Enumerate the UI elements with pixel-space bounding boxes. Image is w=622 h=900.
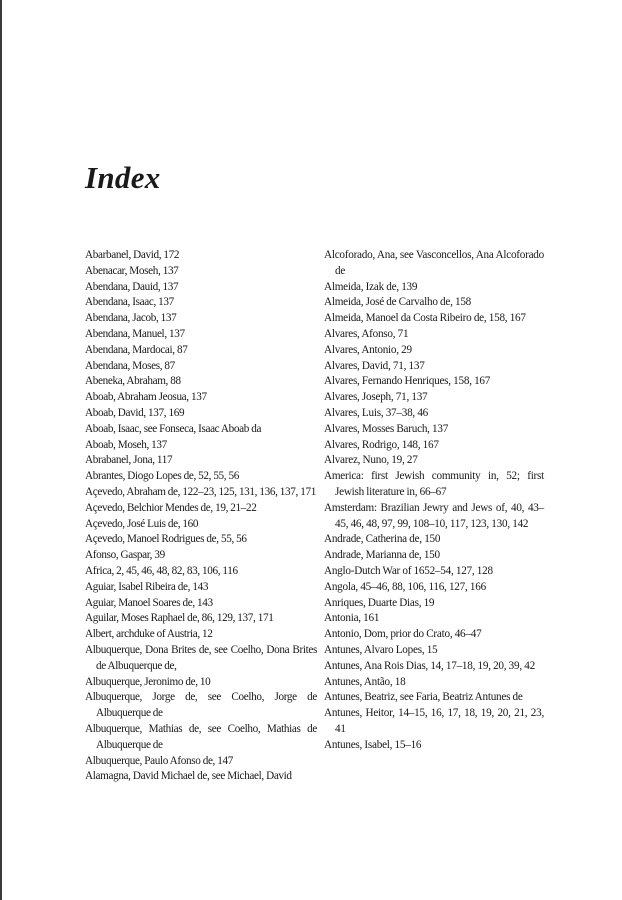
index-entry: Alvares, David, 71, 137 bbox=[324, 359, 425, 372]
index-entry: Aguilar, Moses Raphael de, 86, 129, 137, 171 bbox=[85, 612, 274, 625]
index-entry: Antunes, Alvaro Lopes, 15 bbox=[324, 643, 438, 656]
index-entry: Amsterdam: Brazilian Jewry and Jews of, 40, 43–45, 46, 48, 97, 99, 108–10, 117, 123, 130, 142 bbox=[324, 501, 544, 530]
index-entry: Albuquerque, Mathias de, see Coelho, Mathias de Albuquerque de bbox=[85, 722, 317, 751]
index-entry: Almeida, Izak de, 139 bbox=[324, 280, 418, 293]
index-entry: Anriques, Duarte Dias, 19 bbox=[324, 596, 435, 609]
index-entry: Abendana, Jacob, 137 bbox=[85, 312, 177, 325]
index-entry: Andrade, Catherina de, 150 bbox=[324, 533, 441, 546]
index-entry: Açevedo, Abraham de, 122–23, 125, 131, 136, 137, 171 bbox=[85, 485, 316, 498]
index-entry: Albuquerque, Paulo Afonso de, 147 bbox=[85, 754, 233, 767]
index-entry: Açevedo, José Luis de, 160 bbox=[85, 517, 199, 530]
index-entry: Antonio, Dom, prior do Crato, 46–47 bbox=[324, 628, 482, 641]
index-entry: Alamagna, David Michael de, see Michael, David bbox=[85, 770, 292, 783]
index-entry: Abrantes, Diogo Lopes de, 52, 55, 56 bbox=[85, 470, 239, 483]
index-entry: Aboab, David, 137, 169 bbox=[85, 406, 185, 419]
index-entry: America: first Jewish community in, 52; first Jewish literature in, 66–67 bbox=[324, 470, 544, 498]
index-entry: Anglo-Dutch War of 1652–54, 127, 128 bbox=[324, 564, 493, 577]
page-edge bbox=[0, 0, 2, 900]
index-entry: Antunes, Beatriz, see Faria, Beatriz Antunes de bbox=[324, 691, 523, 704]
index-entry: Alvares, Luis, 37–38, 46 bbox=[324, 406, 429, 419]
index-column-left bbox=[85, 248, 317, 785]
index-entry: Antunes, Antão, 18 bbox=[324, 675, 406, 688]
index-entry: Açevedo, Belchior Mendes de, 19, 21–22 bbox=[85, 501, 257, 514]
index-entry: Africa, 2, 45, 46, 48, 82, 83, 106, 116 bbox=[85, 564, 238, 577]
index-entry: Abenacar, Moseh, 137 bbox=[85, 264, 179, 277]
index-entry: Antonia, 161 bbox=[324, 612, 380, 625]
index-entry: Antunes, Ana Rois Dias, 14, 17–18, 19, 20, 39, 42 bbox=[324, 659, 535, 672]
index-entry: Alvares, Afonso, 71 bbox=[324, 327, 409, 340]
index-entry: Aboab, Isaac, see Fonseca, Isaac Aboab da bbox=[85, 422, 262, 435]
index-entry: Alvarez, Nuno, 19, 27 bbox=[324, 454, 418, 467]
index-entry: Afonso, Gaspar, 39 bbox=[85, 549, 165, 562]
index-entry: Albuquerque, Jorge de, see Coelho, Jorge de Albuquerque de bbox=[85, 691, 317, 720]
index-entry: Almeida, Manoel da Costa Ribeiro de, 158, 167 bbox=[324, 312, 526, 325]
index-entry: Abrabanel, Jona, 117 bbox=[85, 454, 173, 467]
index-entry: Aguiar, Isabel Ribeira de, 143 bbox=[85, 580, 209, 593]
index-entry: Abeneka, Abraham, 88 bbox=[85, 375, 181, 388]
index-entry: Angola, 45–46, 88, 106, 116, 127, 166 bbox=[324, 580, 486, 593]
index-entry: Alvares, Fernando Henriques, 158, 167 bbox=[324, 375, 491, 388]
index-entry: Abendana, Mardocai, 87 bbox=[85, 343, 188, 356]
index-entry: Antunes, Heitor, 14–15, 16, 17, 18, 19, 20, 21, 23, 41 bbox=[324, 707, 544, 735]
index-entry: Açevedo, Manoel Rodrigues de, 55, 56 bbox=[85, 533, 247, 546]
index-entry: Alvares, Antonio, 29 bbox=[324, 343, 412, 356]
index-entry: Aboab, Moseh, 137 bbox=[85, 438, 167, 451]
index-entry: Albuquerque, Dona Brites de, see Coelho, Dona Brites de Albuquerque de, bbox=[85, 643, 317, 672]
page-title: Index bbox=[85, 160, 161, 195]
index-column-right bbox=[324, 248, 544, 754]
index-entry: Aboab, Abraham Jeosua, 137 bbox=[85, 391, 207, 404]
index-entry: Antunes, Isabel, 15–16 bbox=[324, 738, 422, 751]
index-entry: Almeida, José de Carvalho de, 158 bbox=[324, 296, 472, 309]
index-entry: Alvares, Mosses Baruch, 137 bbox=[324, 422, 449, 435]
index-entry: Andrade, Marianna de, 150 bbox=[324, 549, 440, 562]
index-entry: Abendana, Manuel, 137 bbox=[85, 327, 185, 340]
index-entry: Alcoforado, Ana, see Vasconcellos, Ana Alcoforado de bbox=[324, 249, 544, 277]
index-entry: Abendana, Moses, 87 bbox=[85, 359, 175, 372]
index-entry: Abarbanel, David, 172 bbox=[85, 249, 180, 261]
index-entry: Aguiar, Manoel Soares de, 143 bbox=[85, 596, 213, 609]
index-entry: Albuquerque, Jeronimo de, 10 bbox=[85, 675, 211, 688]
index-entry: Abendana, Isaac, 137 bbox=[85, 296, 174, 309]
index-entry: Alvares, Rodrigo, 148, 167 bbox=[324, 438, 439, 451]
index-entry: Albert, archduke of Austria, 12 bbox=[85, 628, 213, 641]
index-entry: Alvares, Joseph, 71, 137 bbox=[324, 391, 428, 404]
index-entry: Abendana, Dauid, 137 bbox=[85, 280, 179, 293]
